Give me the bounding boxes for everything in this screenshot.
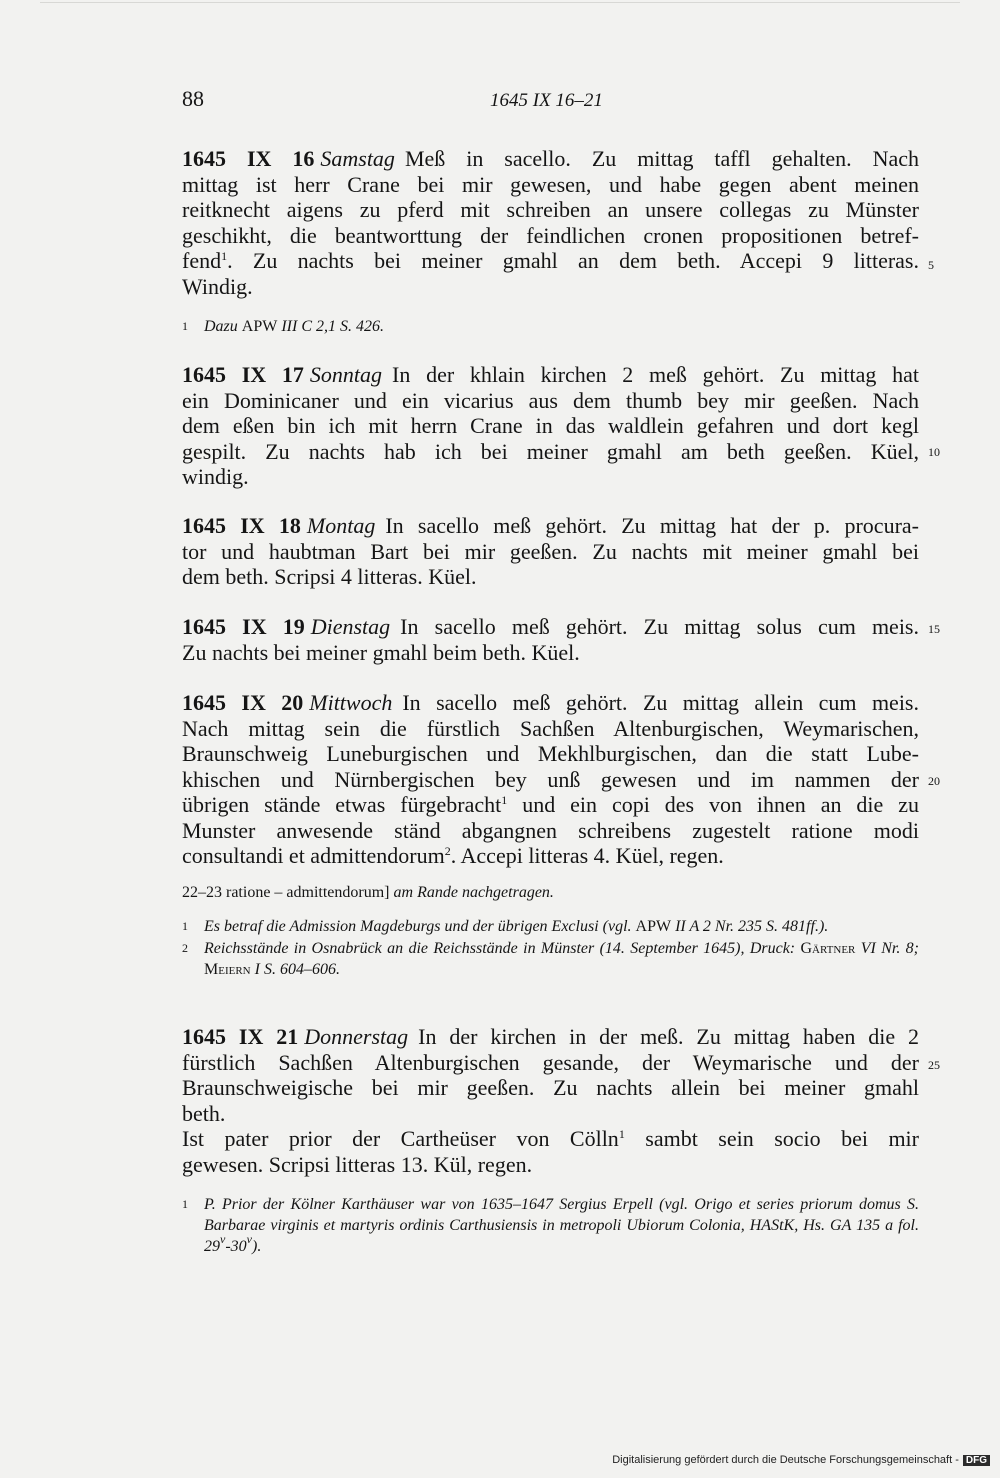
- entry-text: Braunschweigische bei mir geeßen. Zu nachts allein bei meiner gmahl: [182, 1075, 919, 1100]
- credit-text: Digitalisierung gefördert durch die Deutsche Forschungsgemeinschaft -: [612, 1454, 959, 1466]
- entry-weekday: Sonntag: [309, 362, 383, 387]
- line-number: 20: [928, 774, 940, 788]
- footnote-text: III C 2,1 S. 426.: [281, 318, 384, 335]
- entry-1645-ix-17: [182, 362, 919, 490]
- entry-date: 1645 IX 18: [182, 513, 301, 538]
- footnote-mark: 1: [182, 1197, 188, 1211]
- entry-text: . Zu nachts bei meiner gmahl an dem beth. Accepi 9 litteras.: [227, 248, 919, 273]
- critical-apparatus: [182, 884, 554, 902]
- entry-text: gespilt. Zu nachts hab ich bei meiner gmahl am beth geeßen. Küel,: [182, 438, 919, 464]
- footnote-text: -30: [225, 1238, 247, 1255]
- footnote: [182, 916, 919, 980]
- entry-text: dem eßen bin ich mit herrn Crane in das waldlein gefahren und dort kegl: [182, 413, 919, 438]
- entry-text: Braunschweig Luneburgischen und Mekhlburgischen, dan die statt Lube-: [182, 741, 919, 766]
- entry-text: In sacello meß gehört. Zu mittag allein cum meis.: [402, 690, 919, 715]
- entry-1645-ix-18: [182, 513, 919, 590]
- footnote-text: Reichsstände in Osnabrück an die Reichsstände in Münster (14. September 1645), Druck:: [204, 940, 796, 957]
- entry-weekday: Mittwoch: [309, 690, 393, 715]
- footnote: [182, 1194, 919, 1257]
- entry-text: fend: [182, 248, 222, 273]
- footnote-text: P. Prior der Kölner Karthäuser war von 1635–1647 Sergius Erpell (vgl. Origo et series priorum domus S. Barbarae virginis et martyris ordinis Carthusiensis in metropoli Ubiorum Colonia, HAStK, Hs. GA 135 a fol. 29: [204, 1196, 919, 1255]
- entry-text: ein Dominicaner und ein vicarius aus dem thumb bey mir geeßen. Nach: [182, 387, 919, 413]
- footnote-text: APW: [635, 918, 672, 935]
- entry-1645-ix-21: [182, 1024, 919, 1177]
- entry-weekday: Dienstag: [310, 614, 391, 639]
- entry-date: 1645 IX 21: [182, 1024, 299, 1049]
- entry-date: 1645 IX 17: [182, 362, 304, 387]
- footnote-text: Dazu: [204, 318, 238, 335]
- entry-text: und ein copi des von ihnen an die zu: [507, 792, 919, 817]
- page-number: 88: [182, 86, 204, 111]
- critical-lemma: 22–23 ratione – admittendorum]: [182, 884, 390, 901]
- footnote-mark: 1: [182, 919, 188, 933]
- entry-text: Meß in sacello. Zu mittag taffl gehalten. Nach: [404, 146, 919, 171]
- digitization-credit: [612, 1454, 990, 1466]
- entry-date: 1645 IX 16: [182, 146, 315, 171]
- entry-text: sambt sein socio bei mir: [624, 1126, 919, 1151]
- entry-weekday: Donnerstag: [304, 1024, 409, 1049]
- entry-1645-ix-20: [182, 690, 919, 869]
- footnote-text: ).: [251, 1238, 262, 1255]
- bleed-through: [40, 2, 960, 17]
- footnote-ref: 1: [221, 249, 228, 263]
- footnote-text: I S. 604–606.: [254, 961, 340, 978]
- entry-weekday: Samstag: [320, 146, 395, 171]
- superscript: v: [220, 1232, 226, 1246]
- entry-date: 1645 IX 19: [182, 614, 305, 639]
- footnote-ref: 1: [618, 1127, 625, 1141]
- entry-text: geschikht, die beantworttung der feindlichen cronen propositionen betref-: [182, 222, 919, 248]
- line-number: 10: [928, 445, 940, 459]
- footnote-text: Es betraf die Admission Magdeburgs und der übrigen Exclusi (vgl.: [204, 918, 632, 935]
- entry-date: 1645 IX 20: [182, 690, 304, 715]
- entry-text: tor und haubtman Bart bei mir geeßen. Zu nachts mit meiner gmahl bei: [182, 538, 919, 564]
- entry-text: Nach mittag sein die fürstlich Sachßen Altenburgischen, Weymarischen,: [182, 715, 919, 741]
- line-number: 25: [928, 1058, 940, 1072]
- entry-text: In sacello meß gehört. Zu mittag solus cum meis.: [400, 614, 919, 639]
- dfg-logo: DFG: [963, 1455, 990, 1466]
- running-head: 1645 IX 16–21: [490, 90, 603, 111]
- entry-text: beth.: [182, 1100, 226, 1126]
- footnote-text: Gärtner: [800, 940, 856, 957]
- footnote-ref: 2: [444, 844, 451, 858]
- entry-text: . Accepi litteras 4. Küel, regen.: [450, 843, 724, 868]
- footnote-text: II A 2 Nr. 235 S. 481ff.).: [675, 918, 829, 935]
- entry-text: In sacello meß gehört. Zu mittag hat der p. procura-: [385, 513, 919, 538]
- entry-weekday: Montag: [306, 513, 376, 538]
- footnote-ref: 1: [501, 793, 508, 807]
- entry-text: mittag ist herr Crane bei mir gewesen, und habe gegen abent meinen: [182, 171, 919, 197]
- entry-text: Munster anwesende ständ abgangnen schreibens zugestelt ratione modi: [182, 817, 919, 843]
- entry-text: In der kirchen in der meß. Zu mittag haben die 2: [418, 1024, 919, 1049]
- entry-1645-ix-19: [182, 614, 919, 665]
- entry-text: Ist pater prior der Cartheüser von Cölln: [182, 1126, 619, 1151]
- entry-text: consultandi et admittendorum: [182, 843, 445, 868]
- entry-text: fürstlich Sachßen Altenburgischen gesande, der Weymarische und der: [182, 1049, 919, 1075]
- line-number: 15: [928, 622, 940, 636]
- footnote-text: Meiern: [204, 961, 251, 978]
- critical-note: am Rande nachgetragen.: [393, 884, 554, 901]
- footnote-text: VI Nr. 8;: [860, 940, 920, 957]
- footnote-mark: 2: [182, 941, 188, 955]
- superscript: v: [246, 1232, 252, 1246]
- entry-1645-ix-16: [182, 146, 919, 299]
- entry-text: übrigen stände etwas fürgebracht: [182, 792, 502, 817]
- entry-text: Zu nachts bei meiner gmahl beim beth. Küel.: [182, 639, 580, 665]
- footnote-text: APW: [241, 318, 278, 335]
- entry-text: gewesen. Scripsi litteras 13. Kül, regen.: [182, 1151, 533, 1177]
- footnote-mark: 1: [182, 319, 188, 333]
- entry-text: windig.: [182, 464, 249, 489]
- entry-text: khischen und Nürnbergischen bey unß gewesen und im nammen der: [182, 766, 919, 792]
- line-number: 5: [928, 258, 934, 272]
- entry-text: Windig.: [182, 273, 253, 299]
- entry-text: reitknecht aigens zu pferd mit schreiben an unsere collegas zu Münster: [182, 197, 919, 222]
- footnote: [182, 316, 919, 337]
- entry-text: In der khlain kirchen 2 meß gehört. Zu mittag hat: [392, 362, 919, 387]
- entry-text: dem beth. Scripsi 4 litteras. Küel.: [182, 564, 477, 589]
